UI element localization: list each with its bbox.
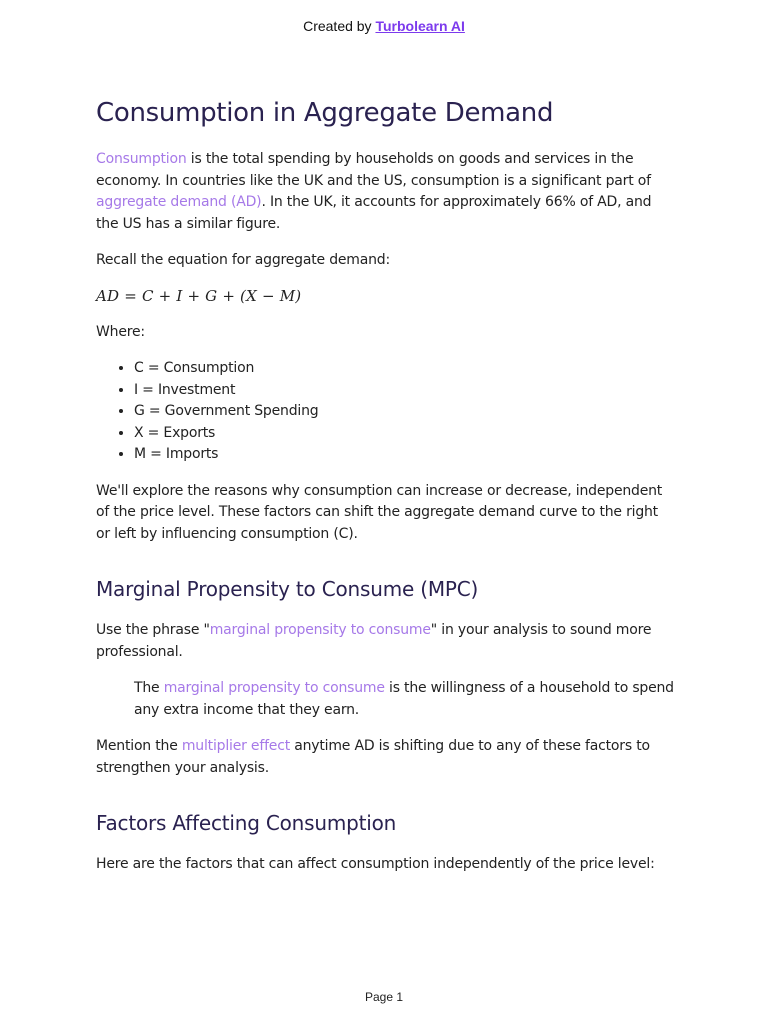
mpc-use-suffix: " in your analysis to sound more professional. — [96, 622, 652, 660]
document-body — [96, 98, 676, 891]
turbolearn-link[interactable]: Turbolearn AI — [375, 18, 465, 34]
list-item: • I = Investment — [134, 380, 676, 402]
intro-text-2: . In the UK, it accounts for approximately 66% of AD, and the US has a similar figure. — [96, 194, 652, 232]
page-title: Consumption in Aggregate Demand — [96, 98, 554, 128]
page-header — [0, 18, 768, 34]
term-mpc: marginal propensity to consume — [209, 622, 431, 638]
term-consumption: Consumption — [96, 151, 187, 167]
intro-paragraph — [96, 149, 676, 235]
intro-text-1: is the total spending by households on goods and services in the economy. In countries like the UK and the US, consumption is a significant part of — [96, 151, 651, 189]
mpc-def-prefix: The — [134, 680, 164, 696]
term-aggregate-demand: aggregate demand (AD) — [96, 194, 262, 210]
mention-suffix: anytime AD is shifting due to any of these factors to strengthen your analysis. — [96, 738, 650, 776]
mention-prefix: Mention the — [96, 738, 182, 754]
list-item: • X = Exports — [134, 423, 676, 445]
list-item: • G = Government Spending — [134, 401, 676, 423]
multiplier-paragraph — [96, 736, 676, 779]
recall-paragraph: Recall the equation for aggregate demand: — [96, 252, 390, 268]
term-multiplier-effect: multiplier effect — [181, 738, 290, 754]
mpc-definition — [96, 678, 676, 721]
ad-equation: AD = C + I + G + (X − M) — [96, 286, 302, 305]
factors-paragraph: Here are the factors that can affect consumption independently of the price level: — [96, 856, 655, 872]
term-mpc-definition: marginal propensity to consume — [163, 680, 385, 696]
header-prefix: Created by — [303, 18, 376, 34]
mpc-def-suffix: is the willingness of a household to spend any extra income that they earn. — [134, 680, 674, 718]
mpc-heading: Marginal Propensity to Consume (MPC) — [96, 577, 479, 601]
where-label: Where: — [96, 323, 145, 340]
list-item: • M = Imports — [134, 444, 676, 466]
list-item: • C = Consumption — [134, 358, 676, 380]
page-number: Page 1 — [364, 990, 404, 1004]
mpc-use-paragraph — [96, 620, 676, 663]
components-list — [96, 358, 676, 466]
mpc-use-prefix: Use the phrase " — [96, 622, 210, 638]
factors-heading: Factors Affecting Consumption — [96, 811, 397, 835]
explore-paragraph: We'll explore the reasons why consumption can increase or decrease, independent of the price level. These factors can shift the aggregate demand curve to the right or left by influencing consumption (C). — [96, 482, 663, 542]
